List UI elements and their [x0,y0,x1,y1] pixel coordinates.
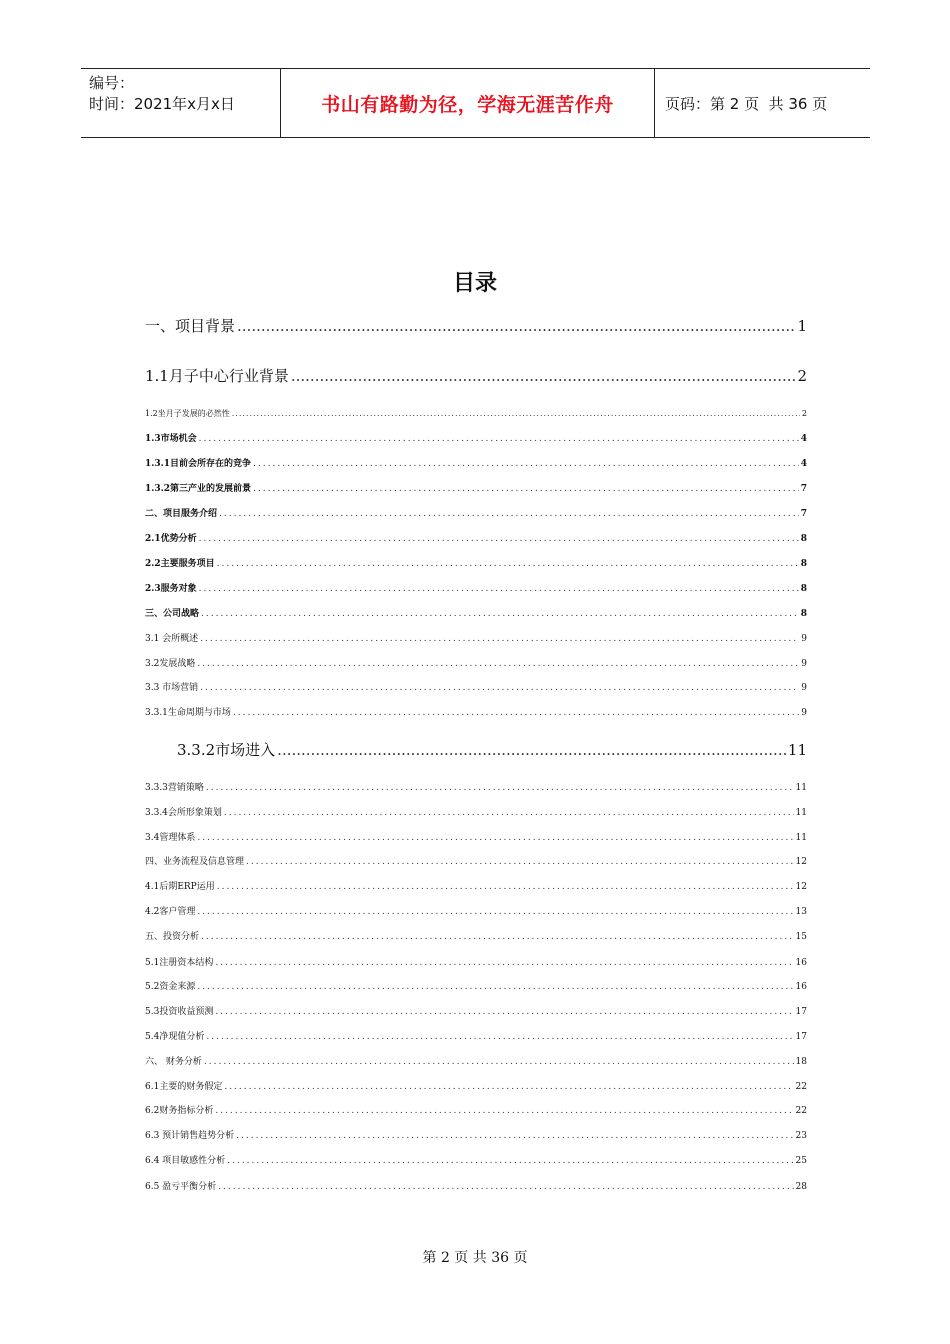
toc-entry-label: 六、 财务分析 [145,1057,202,1067]
toc-entry-label: 3.2发展战略 [145,659,196,669]
toc-leader-dots [201,932,794,942]
toc-entry-page: 9 [801,659,807,669]
toc-entry[interactable] [177,739,807,760]
toc-entry-page: 11 [795,833,807,843]
toc-entry-label: 4.1后期ERP运用 [145,882,215,892]
toc-entry-page: 16 [795,958,807,968]
toc-entry-label: 2.1优势分析 [145,534,197,544]
toc-entry-page: 4 [800,459,807,469]
toc-leader-dots [206,783,794,793]
toc-entry-label: 5.3投资收益预测 [145,1007,214,1017]
toc-entry[interactable] [145,955,807,968]
toc-entry-label: 5.4净现值分析 [145,1032,205,1042]
toc-entry-page: 7 [800,509,807,519]
toc-entry-page: 12 [795,857,807,867]
toc-entry[interactable] [145,456,807,469]
toc-entry-page: 9 [801,683,807,693]
toc-entry[interactable] [145,1128,807,1141]
toc-leader-dots [197,907,793,917]
toc-entry-label: 1.3市场机会 [145,434,197,444]
toc-entry-page: 2 [797,367,807,385]
toc-entry-page: 22 [795,1106,807,1116]
toc-entry-label: 2.2主要服务项目 [145,559,215,569]
toc-entry[interactable] [145,506,807,519]
toc-leader-dots [227,1156,793,1166]
header-meta [81,69,281,137]
toc-leader-dots [219,509,799,519]
toc-entry-label: 五、投资分析 [145,932,200,942]
toc-entry[interactable] [145,431,807,444]
page-footer: 第 2 页 共 36 页 [422,1250,528,1266]
toc-entry[interactable] [145,780,807,793]
toc-leader-dots [197,833,793,843]
toc-entry-label: 1.2坐月子发展的必然性 [145,409,230,418]
toc-entry[interactable] [145,408,807,419]
toc-leader-dots [233,708,799,718]
toc-entry-page: 11 [795,808,807,818]
document-header [81,68,870,138]
toc-entry[interactable] [145,1079,807,1092]
date-label: 时间：2021年x月x日 [89,95,235,113]
toc-entry-label: 1.1月子中心行业背景 [145,367,289,385]
toc-entry-page: 8 [800,534,807,544]
toc-leader-dots [200,634,799,644]
toc-leader-dots [291,367,796,385]
toc-entry-page: 15 [795,932,807,942]
toc-entry-label: 6.5 盈亏平衡分析 [145,1182,217,1192]
toc-entry-label: 二、项目服务介绍 [145,509,218,519]
toc-entry-label: 3.4管理体系 [145,833,196,843]
toc-entry[interactable] [145,481,807,494]
toc-leader-dots [199,434,799,444]
toc-entry-label: 3.3 市场营销 [145,683,199,693]
toc-leader-dots [217,882,794,892]
header-page-info: 页码：第 2 页 共 36 页 [665,94,828,113]
toc-leader-dots [224,1082,793,1092]
header-motto: 书山有路勤为径，学海无涯苦作舟 [321,93,614,116]
toc-leader-dots [215,1007,793,1017]
toc-entry-page: 11 [787,741,807,759]
toc-leader-dots [218,1182,793,1192]
toc-entry-label: 1.3.2第三产业的发展前景 [145,484,252,494]
toc-entry-label: 3.3.1生命周期与市场 [145,708,231,718]
toc-entry-page: 8 [800,559,807,569]
toc-entry-page: 8 [800,584,807,594]
toc-leader-dots [200,683,799,693]
toc-leader-dots [199,584,799,594]
toc-entry-label: 5.1注册资本结构 [145,958,214,968]
toc-entry-page: 28 [795,1182,807,1192]
toc-entry[interactable] [145,680,807,693]
toc-entry-label: 3.3.4会所形象策划 [145,808,222,818]
toc-entry[interactable] [145,1103,807,1116]
toc-entry[interactable] [145,1179,807,1192]
toc-leader-dots [215,958,793,968]
toc-leader-dots [206,1032,793,1042]
toc-entry-label: 一、项目背景 [145,317,236,335]
toc-entry[interactable] [145,1004,807,1017]
toc-entry[interactable] [145,656,807,669]
toc-entry-page: 12 [795,882,807,892]
toc-entry-page: 2 [801,409,807,418]
toc-entry[interactable] [145,556,807,569]
toc-entry-page: 11 [795,783,807,793]
toc-entry-label: 6.4 项目敏感性分析 [145,1156,226,1166]
toc-entry-page: 9 [801,634,807,644]
toc-entry[interactable] [145,531,807,544]
toc-title: 目录 [452,271,497,296]
toc-entry-page: 17 [795,1032,807,1042]
toc-leader-dots [204,1057,794,1067]
toc-leader-dots [197,659,799,669]
toc-leader-dots [246,857,794,867]
header-page-cell [655,69,870,137]
toc-entry-page: 1 [797,317,807,335]
toc-entry-label: 6.1主要的财务假定 [145,1082,223,1092]
toc-entry-label: 四、业务流程及信息管理 [145,857,245,867]
toc-leader-dots [217,559,799,569]
toc-entry-label: 3.1 会所概述 [145,634,199,644]
toc-entry-page: 7 [800,484,807,494]
toc-leader-dots [215,1106,793,1116]
toc-leader-dots [277,741,786,759]
toc-leader-dots [253,459,799,469]
toc-entry[interactable] [145,631,807,644]
toc-entry-label: 6.3 预计销售趋势分析 [145,1131,235,1141]
toc-entry-page: 4 [800,434,807,444]
toc-leader-dots [201,609,799,619]
toc-entry[interactable] [145,606,807,619]
toc-leader-dots [237,317,795,335]
toc-entry-label: 4.2客户管理 [145,907,196,917]
toc-leader-dots [236,1131,793,1141]
toc-entry[interactable] [145,879,807,892]
toc-leader-dots [199,534,799,544]
toc-entry-page: 22 [795,1082,807,1092]
toc-entry[interactable] [145,1153,807,1166]
toc-entry[interactable] [145,979,807,992]
toc-leader-dots [253,484,799,494]
toc-entry[interactable] [145,315,807,336]
toc-entry-page: 8 [800,609,807,619]
toc-entry-page: 23 [795,1131,807,1141]
toc-leader-dots [197,982,793,992]
toc-entry[interactable] [145,805,807,818]
toc-entry-page: 16 [795,982,807,992]
toc-entry-page: 13 [795,907,807,917]
toc-entry-label: 3.3.3营销策略 [145,783,204,793]
toc-entry[interactable] [145,1029,807,1042]
toc-entry[interactable] [145,854,807,867]
toc-entry-label: 1.3.1目前会所存在的竞争 [145,459,252,469]
toc-entry-page: 17 [795,1007,807,1017]
toc-entry[interactable] [145,365,807,386]
toc-entry[interactable] [145,830,807,843]
toc-entry[interactable] [145,904,807,917]
toc-entry-page: 18 [795,1057,807,1067]
toc-entry-label: 3.3.2市场进入 [177,741,276,759]
toc-entry-label: 2.3服务对象 [145,584,197,594]
toc-entry[interactable] [145,1054,807,1067]
header-motto-cell [281,69,655,137]
toc-entry[interactable] [145,929,807,942]
number-label: 编号： [89,74,135,92]
toc-entry[interactable] [145,581,807,594]
toc-entry[interactable] [145,705,807,718]
toc-leader-dots [232,409,800,418]
toc-entry-label: 5.2资金来源 [145,982,196,992]
toc-entry-label: 6.2财务指标分析 [145,1106,214,1116]
toc-entry-label: 三、公司战略 [145,609,200,619]
toc-leader-dots [224,808,794,818]
toc-entry-page: 9 [801,708,807,718]
toc-entry-page: 25 [795,1156,807,1166]
